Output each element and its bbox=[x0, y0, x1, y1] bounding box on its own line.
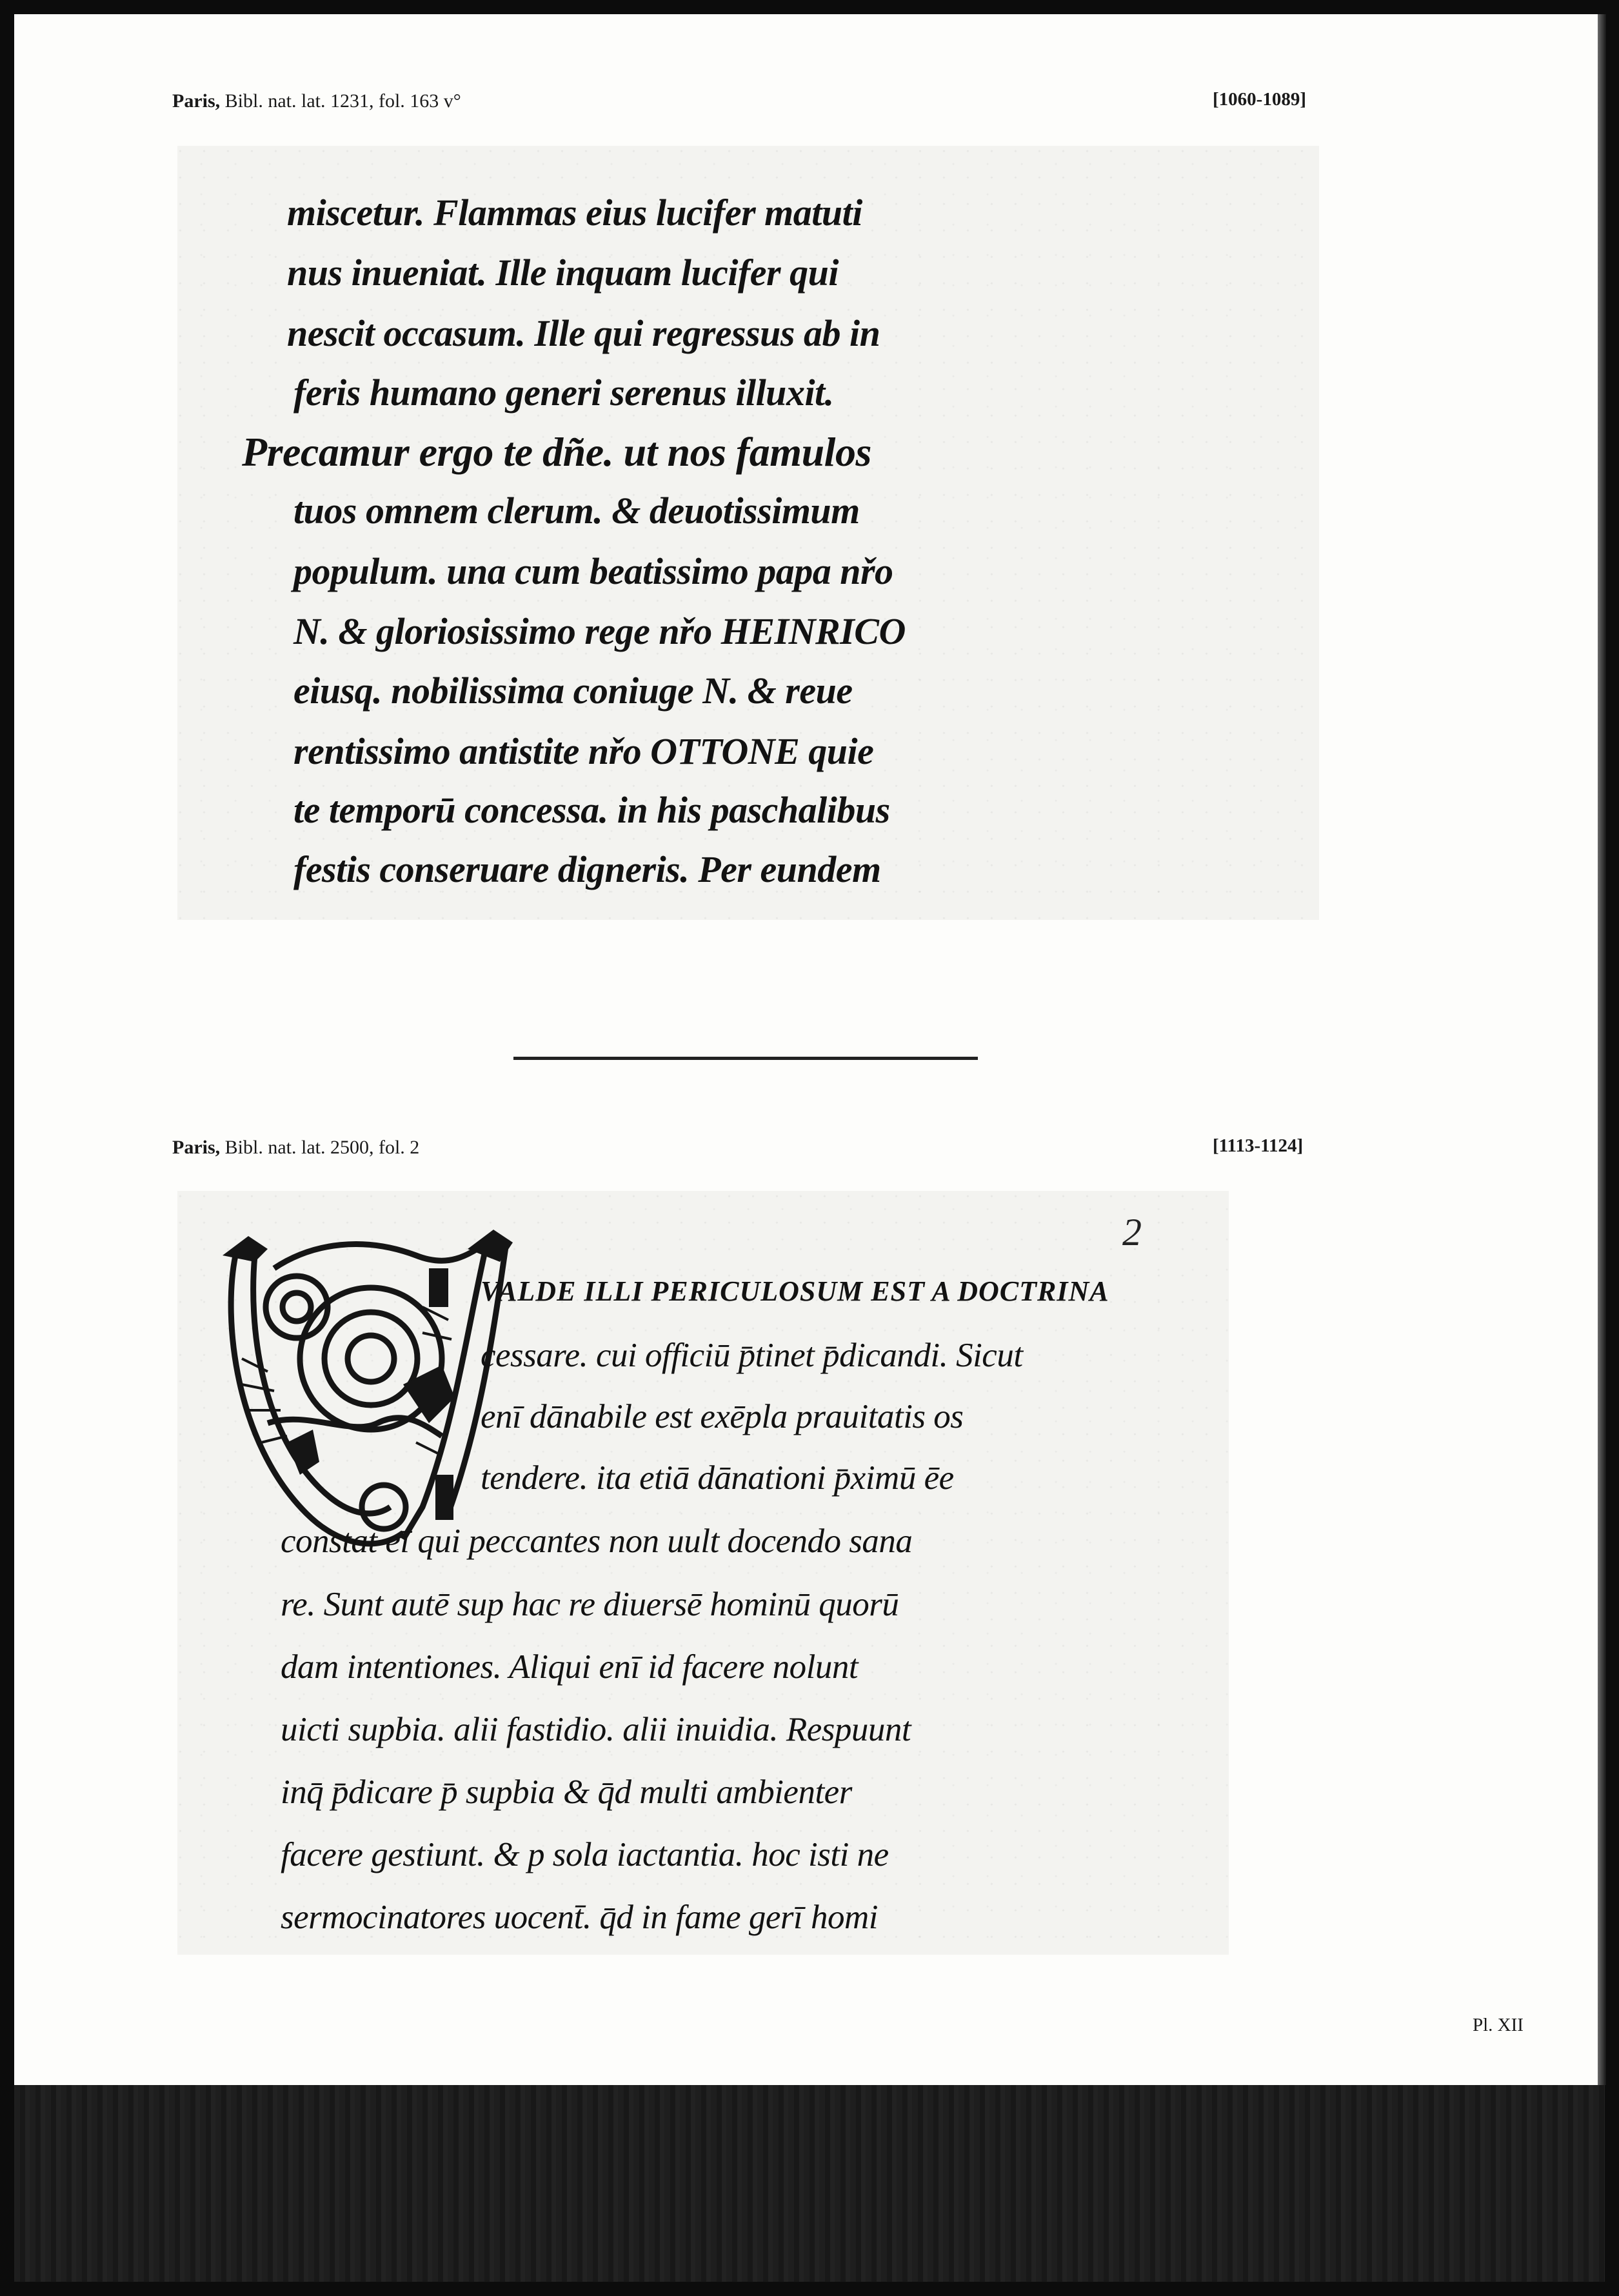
upper-line-12: festis conseruare digneris. Per eundem bbox=[293, 848, 881, 890]
lower-manuscript-plate bbox=[177, 1191, 1229, 1955]
lower-line-5: constat eī qui peccantes non uult docendo sana bbox=[281, 1522, 913, 1560]
lower-caption-shelfmark: Bibl. nat. lat. 2500, fol. 2 bbox=[224, 1137, 420, 1158]
upper-line-3: nescit occasum. Ille qui regressus ab in bbox=[287, 312, 880, 354]
lower-line-3: enī dānabile est exēpla prauitatis os bbox=[481, 1398, 964, 1435]
lower-line-1: VALDE ILLI PERICULOSUM EST A DOCTRINA bbox=[481, 1275, 1109, 1307]
lower-line-9: inq̄ p̄dicare p̄ supbia & q̄d multi ambienter bbox=[281, 1773, 852, 1811]
upper-caption-city: Paris, bbox=[172, 90, 221, 112]
lower-caption bbox=[172, 1137, 419, 1159]
lower-date: [1113-1124] bbox=[1213, 1135, 1304, 1156]
scan-bottom-band bbox=[14, 2085, 1605, 2282]
decorated-initial-v bbox=[210, 1230, 519, 1565]
lower-line-4: tendere. ita etiā dānationi p̄ximū ēe bbox=[481, 1459, 954, 1497]
lower-line-2: cessare. cui officiū p̄tinet p̄dicandi. Sicut bbox=[481, 1337, 1023, 1374]
lower-line-8: uicti supbia. alii fastidio. alii inuidia. Respuunt bbox=[281, 1711, 911, 1748]
lower-line-11: sermocinatores uocent̄. q̄d in fame gerī homi bbox=[281, 1899, 878, 1936]
upper-line-7: populum. una cum beatissimo papa nřo bbox=[293, 550, 893, 592]
upper-line-6: tuos omnem clerum. & deuotissimum bbox=[293, 490, 860, 532]
upper-line-8: N. & gloriosissimo rege nřo HEINRICO bbox=[293, 610, 906, 652]
upper-line-10: rentissimo antistite nřo OTTONE quie bbox=[293, 730, 874, 772]
upper-line-2: nus inueniat. Ille inquam lucifer qui bbox=[287, 252, 839, 294]
upper-line-1: miscetur. Flammas eius lucifer matuti bbox=[287, 192, 862, 234]
upper-line-4: feris humano generi serenus illuxit. bbox=[293, 372, 834, 414]
upper-line-5: Precamur ergo te dñe. ut nos famulos bbox=[242, 429, 871, 475]
upper-caption-shelfmark: Bibl. nat. lat. 1231, fol. 163 v° bbox=[224, 90, 461, 112]
upper-manuscript-plate bbox=[177, 146, 1319, 920]
upper-caption bbox=[172, 90, 461, 112]
lower-line-6: re. Sunt autē sup hac re diuersē hominū quorū bbox=[281, 1586, 899, 1623]
lower-line-7: dam intentiones. Aliqui enī id facere nolunt bbox=[281, 1648, 859, 1686]
upper-date: [1060-1089] bbox=[1213, 89, 1306, 110]
lower-line-10: facere gestiunt. & p sola iactantia. hoc isti ne bbox=[281, 1836, 889, 1873]
plate-number: Pl. XII bbox=[1473, 2015, 1524, 2035]
marginal-numeral: 2 bbox=[1122, 1211, 1142, 1253]
lower-caption-city: Paris, bbox=[172, 1137, 221, 1158]
upper-line-9: eiusq. nobilissima coniuge N. & reue bbox=[293, 670, 853, 712]
scan-edge-shadow bbox=[1598, 14, 1606, 2085]
section-divider bbox=[513, 1057, 978, 1060]
upper-line-11: te temporū concessa. in his paschalibus bbox=[293, 789, 890, 831]
